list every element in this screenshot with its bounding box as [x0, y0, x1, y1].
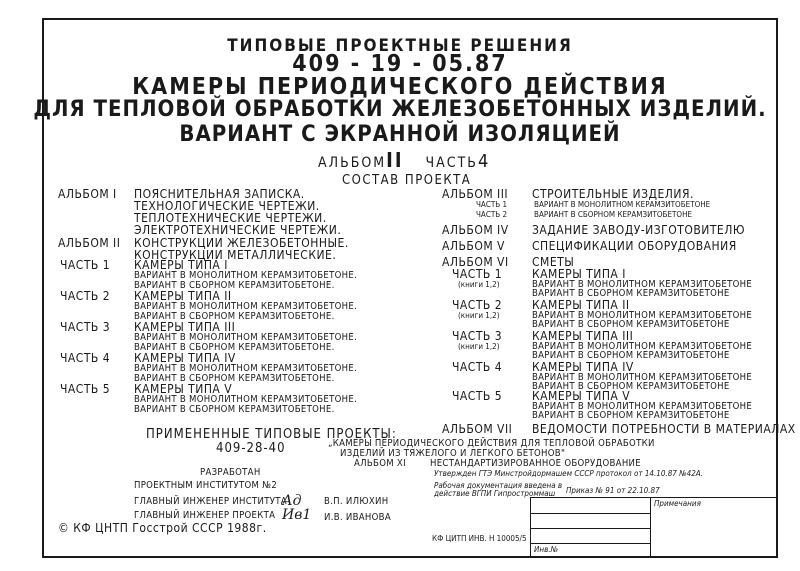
approval-line1: Утвержден ГТЭ Минстройдормашем СССР протокол от 14.10.87 №42А.: [434, 469, 703, 478]
right-album3-title: СТРОИТЕЛЬНЫЕ ИЗДЕЛИЯ.: [532, 187, 694, 201]
header-title-line1: КАМЕРЫ ПЕРИОДИЧЕСКОГО ДЕЙСТВИЯ: [132, 74, 668, 100]
left-part-variant: ВАРИАНТ В СБОРНОМ КЕРАМЗИТОБЕТОНЕ.: [134, 280, 335, 291]
right-album5-title: СПЕЦИФИКАЦИИ ОБОРУДОВАНИЯ: [532, 239, 737, 253]
approval-line3: действие ВГПИ Гипростроммаш: [434, 489, 556, 498]
right-part-books: (книги 1,2): [458, 280, 500, 289]
composition-heading: СОСТАВ ПРОЕКТА: [342, 173, 472, 188]
notes-label: Примечания: [654, 499, 701, 508]
right-part-variant: ВАРИАНТ В МОНОЛИТНОМ КЕРАМЗИТОБЕТОНЕ: [532, 341, 753, 352]
inventory-no-label: Инв.№: [534, 545, 559, 554]
approval-order: Приказ № 91 от 22.10.87: [566, 486, 660, 495]
right-part-title: КАМЕРЫ ТИПА III: [532, 329, 634, 343]
left-part-variant: ВАРИАНТ В СБОРНОМ КЕРАМЗИТОБЕТОНЕ.: [134, 342, 335, 353]
right-part-variant: ВАРИАНТ В СБОРНОМ КЕРАМЗИТОБЕТОНЕ: [532, 381, 730, 392]
right-part-variant: ВАРИАНТ В СБОРНОМ КЕРАМЗИТОБЕТОНЕ: [532, 319, 730, 330]
copyright-text: © КФ ЦНТП Госстрой СССР 1988г.: [58, 521, 267, 535]
right-part-label: ЧАСТЬ 4: [452, 360, 503, 374]
right-part-variant: ВАРИАНТ В СБОРНОМ КЕРАМЗИТОБЕТОНЕ: [532, 410, 730, 421]
inventory-stamp: КФ ЦИТП ИНВ. Н 10005/5: [432, 534, 527, 543]
header-title-line2: ДЛЯ ТЕПЛОВОЙ ОБРАБОТКИ ЖЕЛЕЗОБЕТОННЫХ ИЗДЕЛИЙ.: [33, 97, 767, 122]
right-part-title: КАМЕРЫ ТИПА IV: [532, 360, 634, 374]
chief-engineer-name: В.П. ИЛЮХИН: [324, 496, 389, 507]
left-part-title: КАМЕРЫ ТИПА II: [134, 289, 232, 303]
chief-project-engineer-role: ГЛАВНЫЙ ИНЖЕНЕР ПРОЕКТА: [134, 510, 276, 521]
left-album2-label: АЛЬБОМ II: [58, 236, 121, 250]
right-part-books: (книги 1,2): [458, 342, 500, 351]
right-album7-label: АЛЬБОМ VII: [442, 422, 513, 436]
right-part-title: КАМЕРЫ ТИПА II: [532, 298, 630, 312]
signature-1: Ад: [282, 493, 302, 509]
right-part-label: ЧАСТЬ 5: [452, 389, 503, 403]
title-block-line: [530, 497, 778, 498]
right-album6-title: СМЕТЫ: [532, 255, 575, 269]
right-part-variant: ВАРИАНТ В СБОРНОМ КЕРАМЗИТОБЕТОНЕ: [532, 350, 730, 361]
applied-projects-desc: „КАМЕРЫ ПЕРИОДИЧЕСКОГО ДЕЙСТВИЯ ДЛЯ ТЕПЛОВОЙ ОБРАБОТКИ: [328, 438, 655, 449]
left-part-label: ЧАСТЬ 2: [60, 289, 111, 303]
left-part-title: КАМЕРЫ ТИПА IV: [134, 351, 236, 365]
title-block-line: [650, 497, 651, 558]
left-part-variant: ВАРИАНТ В МОНОЛИТНОМ КЕРАМЗИТОБЕТОНЕ.: [134, 363, 358, 374]
right-part-title: КАМЕРЫ ТИПА I: [532, 267, 626, 281]
approval-line2: Рабочая документация введена в: [434, 481, 563, 490]
chief-engineer-role: ГЛАВНЫЙ ИНЖЕНЕР ИНСТИТУТА: [134, 496, 287, 507]
title-block-line: [530, 543, 650, 544]
left-part-label: ЧАСТЬ 1: [60, 258, 111, 272]
header-project-code: 409 - 19 - 05.87: [292, 51, 508, 77]
title-block-line: [530, 528, 650, 529]
left-album1-label: АЛЬБОМ I: [58, 187, 117, 201]
left-album1-item: ТЕХНОЛОГИЧЕСКИЕ ЧЕРТЕЖИ.: [134, 199, 320, 213]
left-part-title: КАМЕРЫ ТИПА I: [134, 258, 228, 272]
right-part-variant: ВАРИАНТ В МОНОЛИТНОМ КЕРАМЗИТОБЕТОНЕ: [532, 310, 753, 321]
right-part-variant: ВАРИАНТ В СБОРНОМ КЕРАМЗИТОБЕТОНЕ: [532, 288, 730, 299]
left-part-variant: ВАРИАНТ В МОНОЛИТНОМ КЕРАМЗИТОБЕТОНЕ.: [134, 394, 358, 405]
left-part-variant: ВАРИАНТ В МОНОЛИТНОМ КЕРАМЗИТОБЕТОНЕ.: [134, 270, 358, 281]
left-album2-item: КОНСТРУКЦИИ МЕТАЛЛИЧЕСКИЕ.: [134, 248, 337, 262]
header-title-line3: ВАРИАНТ С ЭКРАННОЙ ИЗОЛЯЦИЕЙ: [179, 122, 621, 147]
left-part-variant: ВАРИАНТ В СБОРНОМ КЕРАМЗИТОБЕТОНЕ.: [134, 404, 335, 415]
left-album1-item: ТЕПЛОТЕХНИЧЕСКИЕ ЧЕРТЕЖИ.: [134, 211, 327, 225]
applied-album-xi-text: НЕСТАНДАРТИЗИРОВАННОЕ ОБОРУДОВАНИЕ: [430, 458, 641, 469]
right-part-books: (книги 1,2): [458, 311, 500, 320]
right-part-title: КАМЕРЫ ТИПА V: [532, 389, 631, 403]
right-album3-part1: ЧАСТЬ 1: [476, 200, 508, 209]
right-album3-label: АЛЬБОМ III: [442, 187, 509, 201]
left-album2-item: КОНСТРУКЦИИ ЖЕЛЕЗОБЕТОННЫЕ.: [134, 236, 349, 250]
right-album4-title: ЗАДАНИЕ ЗАВОДУ-ИЗГОТОВИТЕЛЮ: [532, 223, 746, 237]
applied-projects-code: 409-28-40: [216, 441, 286, 456]
header-album: АЛЬБОМII ЧАСТЬ4: [318, 148, 491, 172]
title-block-line: [530, 513, 650, 514]
applied-projects-title: ПРИМЕНЕННЫЕ ТИПОВЫЕ ПРОЕКТЫ:: [146, 427, 397, 442]
right-part-label: ЧАСТЬ 3: [452, 329, 503, 343]
left-part-label: ЧАСТЬ 5: [60, 382, 111, 396]
header-line1: ТИПОВЫЕ ПРОЕКТНЫЕ РЕШЕНИЯ: [227, 36, 573, 56]
left-part-variant: ВАРИАНТ В МОНОЛИТНОМ КЕРАМЗИТОБЕТОНЕ.: [134, 301, 358, 312]
right-album7-title: ВЕДОМОСТИ ПОТРЕБНОСТИ В МАТЕРИАЛАХ: [532, 422, 796, 436]
right-album6-label: АЛЬБОМ VI: [442, 255, 509, 269]
right-album3-part2: ЧАСТЬ 2: [476, 210, 508, 219]
right-part-label: ЧАСТЬ 1: [452, 267, 503, 281]
chief-project-engineer-name: И.В. ИВАНОВА: [324, 512, 391, 523]
left-part-label: ЧАСТЬ 4: [60, 351, 111, 365]
applied-album-xi: АЛЬБОМ XI: [354, 458, 406, 469]
left-album1-item: ЭЛЕКТРОТЕХНИЧЕСКИЕ ЧЕРТЕЖИ.: [134, 223, 342, 237]
left-part-title: КАМЕРЫ ТИПА V: [134, 382, 233, 396]
right-album4-label: АЛЬБОМ IV: [442, 223, 509, 237]
left-part-variant: ВАРИАНТ В СБОРНОМ КЕРАМЗИТОБЕТОНЕ.: [134, 373, 335, 384]
applied-projects-desc: ИЗДЕЛИЙ ИЗ ТЯЖЕЛОГО И ЛЕГКОГО БЕТОНОВ": [340, 448, 566, 459]
right-album3-part1-variant: ВАРИАНТ В МОНОЛИТНОМ КЕРАМЗИТОБЕТОНЕ: [534, 200, 711, 209]
left-part-variant: ВАРИАНТ В СБОРНОМ КЕРАМЗИТОБЕТОНЕ.: [134, 311, 335, 322]
left-part-variant: ВАРИАНТ В МОНОЛИТНОМ КЕРАМЗИТОБЕТОНЕ.: [134, 332, 358, 343]
right-part-variant: ВАРИАНТ В МОНОЛИТНОМ КЕРАМЗИТОБЕТОНЕ: [532, 279, 753, 290]
left-part-title: КАМЕРЫ ТИПА III: [134, 320, 236, 334]
right-part-label: ЧАСТЬ 2: [452, 298, 503, 312]
developed-institute: ПРОЕКТНЫМ ИНСТИТУТОМ №2: [134, 480, 278, 491]
left-album1-item: ПОЯСНИТЕЛЬНАЯ ЗАПИСКА.: [134, 187, 305, 201]
right-part-variant: ВАРИАНТ В МОНОЛИТНОМ КЕРАМЗИТОБЕТОНЕ: [532, 401, 753, 412]
developed-label: РАЗРАБОТАН: [200, 467, 261, 478]
left-part-label: ЧАСТЬ 3: [60, 320, 111, 334]
right-part-variant: ВАРИАНТ В МОНОЛИТНОМ КЕРАМЗИТОБЕТОНЕ: [532, 372, 753, 383]
right-album3-part2-variant: ВАРИАНТ В СБОРНОМ КЕРАМЗИТОБЕТОНЕ: [534, 210, 693, 219]
signature-2: Ив1: [282, 507, 312, 523]
right-album5-label: АЛЬБОМ V: [442, 239, 505, 253]
